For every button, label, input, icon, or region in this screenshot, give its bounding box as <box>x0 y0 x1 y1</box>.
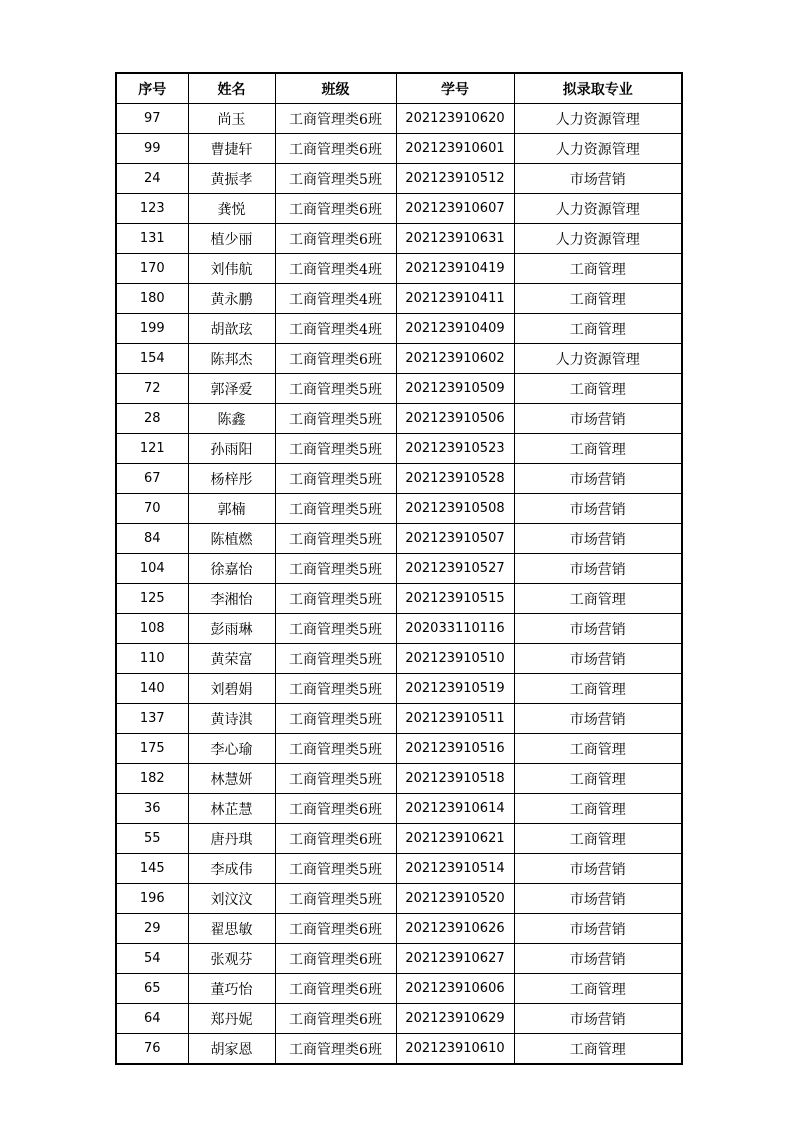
cell-class: 工商管理类6班 <box>275 1004 396 1034</box>
cell-student-id: 202123910411 <box>396 284 514 314</box>
table-row <box>116 824 682 854</box>
cell-name: 胡歆玹 <box>188 314 275 344</box>
cell-serial-number: 125 <box>116 584 188 614</box>
cell-class: 工商管理类6班 <box>275 134 396 164</box>
cell-name: 翟思敏 <box>188 914 275 944</box>
cell-student-id: 202123910627 <box>396 944 514 974</box>
cell-student-id: 202123910614 <box>396 794 514 824</box>
cell-class: 工商管理类5班 <box>275 584 396 614</box>
table-row <box>116 404 682 434</box>
cell-student-id: 202123910507 <box>396 524 514 554</box>
cell-class: 工商管理类5班 <box>275 704 396 734</box>
cell-student-id: 202123910610 <box>396 1034 514 1065</box>
cell-serial-number: 121 <box>116 434 188 464</box>
cell-class: 工商管理类4班 <box>275 254 396 284</box>
cell-serial-number: 104 <box>116 554 188 584</box>
cell-admitted-major: 市场营销 <box>514 914 682 944</box>
cell-class: 工商管理类6班 <box>275 224 396 254</box>
cell-admitted-major: 工商管理 <box>514 674 682 704</box>
cell-admitted-major: 工商管理 <box>514 1034 682 1065</box>
cell-name: 曹捷轩 <box>188 134 275 164</box>
cell-serial-number: 76 <box>116 1034 188 1065</box>
cell-serial-number: 36 <box>116 794 188 824</box>
cell-student-id: 202123910601 <box>396 134 514 164</box>
cell-serial-number: 123 <box>116 194 188 224</box>
table-row <box>116 554 682 584</box>
cell-name: 彭雨琳 <box>188 614 275 644</box>
cell-student-id: 202123910607 <box>396 194 514 224</box>
cell-class: 工商管理类6班 <box>275 104 396 134</box>
header-serial-number: 序号 <box>116 73 188 104</box>
table-row <box>116 464 682 494</box>
cell-admitted-major: 市场营销 <box>514 404 682 434</box>
cell-class: 工商管理类4班 <box>275 284 396 314</box>
cell-admitted-major: 工商管理 <box>514 764 682 794</box>
cell-admitted-major: 工商管理 <box>514 284 682 314</box>
header-name: 姓名 <box>188 73 275 104</box>
cell-student-id: 202123910512 <box>396 164 514 194</box>
cell-admitted-major: 工商管理 <box>514 374 682 404</box>
cell-serial-number: 108 <box>116 614 188 644</box>
cell-serial-number: 99 <box>116 134 188 164</box>
cell-admitted-major: 人力资源管理 <box>514 224 682 254</box>
cell-name: 郭楠 <box>188 494 275 524</box>
table-row <box>116 764 682 794</box>
header-student-id: 学号 <box>396 73 514 104</box>
cell-class: 工商管理类6班 <box>275 1034 396 1065</box>
cell-admitted-major: 人力资源管理 <box>514 344 682 374</box>
cell-serial-number: 29 <box>116 914 188 944</box>
cell-admitted-major: 市场营销 <box>514 494 682 524</box>
cell-name: 黄振孝 <box>188 164 275 194</box>
cell-serial-number: 65 <box>116 974 188 1004</box>
cell-class: 工商管理类6班 <box>275 824 396 854</box>
table-row <box>116 584 682 614</box>
cell-name: 黄永鹏 <box>188 284 275 314</box>
table-row <box>116 224 682 254</box>
cell-student-id: 202123910516 <box>396 734 514 764</box>
cell-class: 工商管理类5班 <box>275 614 396 644</box>
header-class: 班级 <box>275 73 396 104</box>
cell-admitted-major: 工商管理 <box>514 974 682 1004</box>
cell-student-id: 202123910631 <box>396 224 514 254</box>
table-row <box>116 374 682 404</box>
cell-student-id: 202123910528 <box>396 464 514 494</box>
cell-name: 郑丹妮 <box>188 1004 275 1034</box>
cell-class: 工商管理类5班 <box>275 374 396 404</box>
cell-class: 工商管理类5班 <box>275 464 396 494</box>
cell-class: 工商管理类6班 <box>275 344 396 374</box>
cell-student-id: 202123910606 <box>396 974 514 1004</box>
cell-admitted-major: 工商管理 <box>514 254 682 284</box>
cell-name: 李成伟 <box>188 854 275 884</box>
cell-serial-number: 55 <box>116 824 188 854</box>
table-row <box>116 194 682 224</box>
cell-student-id: 202123910508 <box>396 494 514 524</box>
cell-student-id: 202123910527 <box>396 554 514 584</box>
table-row <box>116 164 682 194</box>
cell-class: 工商管理类6班 <box>275 974 396 1004</box>
cell-name: 黄诗淇 <box>188 704 275 734</box>
cell-student-id: 202123910520 <box>396 884 514 914</box>
cell-name: 郭泽爱 <box>188 374 275 404</box>
cell-name: 董巧怡 <box>188 974 275 1004</box>
cell-serial-number: 67 <box>116 464 188 494</box>
table-row <box>116 704 682 734</box>
cell-serial-number: 64 <box>116 1004 188 1034</box>
cell-serial-number: 131 <box>116 224 188 254</box>
cell-name: 杨梓彤 <box>188 464 275 494</box>
cell-student-id: 202123910510 <box>396 644 514 674</box>
cell-student-id: 202123910523 <box>396 434 514 464</box>
cell-student-id: 202033110116 <box>396 614 514 644</box>
cell-name: 龚悦 <box>188 194 275 224</box>
cell-admitted-major: 市场营销 <box>514 1004 682 1034</box>
cell-name: 刘伟航 <box>188 254 275 284</box>
cell-class: 工商管理类5班 <box>275 674 396 704</box>
table-row <box>116 254 682 284</box>
cell-admitted-major: 工商管理 <box>514 824 682 854</box>
cell-admitted-major: 市场营销 <box>514 644 682 674</box>
table-row <box>116 944 682 974</box>
cell-serial-number: 54 <box>116 944 188 974</box>
cell-admitted-major: 人力资源管理 <box>514 104 682 134</box>
cell-student-id: 202123910602 <box>396 344 514 374</box>
cell-class: 工商管理类5班 <box>275 524 396 554</box>
cell-admitted-major: 工商管理 <box>514 314 682 344</box>
table-row <box>116 644 682 674</box>
cell-admitted-major: 市场营销 <box>514 854 682 884</box>
cell-class: 工商管理类6班 <box>275 794 396 824</box>
table-row <box>116 884 682 914</box>
cell-serial-number: 70 <box>116 494 188 524</box>
table-row <box>116 914 682 944</box>
cell-class: 工商管理类5班 <box>275 434 396 464</box>
table-body <box>116 104 682 1065</box>
table-row <box>116 794 682 824</box>
cell-serial-number: 24 <box>116 164 188 194</box>
cell-admitted-major: 人力资源管理 <box>514 194 682 224</box>
cell-name: 李湘怡 <box>188 584 275 614</box>
cell-class: 工商管理类6班 <box>275 914 396 944</box>
table-row <box>116 1034 682 1065</box>
cell-class: 工商管理类5班 <box>275 734 396 764</box>
cell-class: 工商管理类5班 <box>275 164 396 194</box>
table-row <box>116 104 682 134</box>
cell-admitted-major: 市场营销 <box>514 614 682 644</box>
cell-serial-number: 175 <box>116 734 188 764</box>
cell-name: 植少丽 <box>188 224 275 254</box>
cell-admitted-major: 工商管理 <box>514 434 682 464</box>
table-row <box>116 344 682 374</box>
cell-serial-number: 84 <box>116 524 188 554</box>
cell-serial-number: 196 <box>116 884 188 914</box>
cell-serial-number: 182 <box>116 764 188 794</box>
cell-student-id: 202123910518 <box>396 764 514 794</box>
cell-class: 工商管理类5班 <box>275 554 396 584</box>
cell-student-id: 202123910419 <box>396 254 514 284</box>
cell-name: 李心瑜 <box>188 734 275 764</box>
cell-student-id: 202123910620 <box>396 104 514 134</box>
table-row <box>116 854 682 884</box>
cell-serial-number: 140 <box>116 674 188 704</box>
cell-serial-number: 28 <box>116 404 188 434</box>
cell-serial-number: 199 <box>116 314 188 344</box>
cell-admitted-major: 市场营销 <box>514 704 682 734</box>
cell-admitted-major: 市场营销 <box>514 524 682 554</box>
table-row <box>116 974 682 1004</box>
table-row <box>116 284 682 314</box>
cell-serial-number: 137 <box>116 704 188 734</box>
cell-class: 工商管理类6班 <box>275 194 396 224</box>
cell-serial-number: 170 <box>116 254 188 284</box>
cell-admitted-major: 工商管理 <box>514 794 682 824</box>
cell-admitted-major: 市场营销 <box>514 944 682 974</box>
cell-student-id: 202123910626 <box>396 914 514 944</box>
cell-name: 林芷慧 <box>188 794 275 824</box>
cell-name: 张观芬 <box>188 944 275 974</box>
cell-name: 陈植燃 <box>188 524 275 554</box>
cell-serial-number: 154 <box>116 344 188 374</box>
cell-student-id: 202123910511 <box>396 704 514 734</box>
cell-admitted-major: 市场营销 <box>514 884 682 914</box>
cell-admitted-major: 市场营销 <box>514 164 682 194</box>
table-row <box>116 734 682 764</box>
admission-table <box>115 72 683 1065</box>
cell-student-id: 202123910509 <box>396 374 514 404</box>
cell-serial-number: 180 <box>116 284 188 314</box>
cell-student-id: 202123910515 <box>396 584 514 614</box>
cell-name: 刘碧娟 <box>188 674 275 704</box>
cell-student-id: 202123910621 <box>396 824 514 854</box>
table-row <box>116 524 682 554</box>
cell-class: 工商管理类5班 <box>275 884 396 914</box>
cell-name: 唐丹琪 <box>188 824 275 854</box>
table-row <box>116 674 682 704</box>
table-row <box>116 134 682 164</box>
cell-class: 工商管理类5班 <box>275 764 396 794</box>
cell-admitted-major: 工商管理 <box>514 734 682 764</box>
cell-admitted-major: 市场营销 <box>514 554 682 584</box>
cell-name: 孙雨阳 <box>188 434 275 464</box>
cell-name: 林慧妍 <box>188 764 275 794</box>
table-row <box>116 314 682 344</box>
cell-name: 刘汶汶 <box>188 884 275 914</box>
cell-class: 工商管理类5班 <box>275 404 396 434</box>
table-row <box>116 1004 682 1034</box>
cell-admitted-major: 市场营销 <box>514 464 682 494</box>
cell-admitted-major: 工商管理 <box>514 584 682 614</box>
cell-name: 胡家恩 <box>188 1034 275 1065</box>
cell-admitted-major: 人力资源管理 <box>514 134 682 164</box>
cell-name: 陈邦杰 <box>188 344 275 374</box>
cell-class: 工商管理类5班 <box>275 494 396 524</box>
table-row <box>116 434 682 464</box>
admission-table-sheet <box>115 72 683 1065</box>
cell-student-id: 202123910506 <box>396 404 514 434</box>
cell-student-id: 202123910409 <box>396 314 514 344</box>
cell-name: 徐嘉怡 <box>188 554 275 584</box>
cell-serial-number: 145 <box>116 854 188 884</box>
cell-serial-number: 97 <box>116 104 188 134</box>
table-header-row <box>116 73 682 104</box>
cell-serial-number: 72 <box>116 374 188 404</box>
cell-serial-number: 110 <box>116 644 188 674</box>
cell-student-id: 202123910514 <box>396 854 514 884</box>
table-row <box>116 614 682 644</box>
cell-class: 工商管理类5班 <box>275 644 396 674</box>
cell-name: 尚玉 <box>188 104 275 134</box>
cell-student-id: 202123910519 <box>396 674 514 704</box>
header-admitted-major: 拟录取专业 <box>514 73 682 104</box>
cell-class: 工商管理类5班 <box>275 854 396 884</box>
cell-name: 黄荣富 <box>188 644 275 674</box>
cell-name: 陈鑫 <box>188 404 275 434</box>
cell-student-id: 202123910629 <box>396 1004 514 1034</box>
table-row <box>116 494 682 524</box>
cell-class: 工商管理类6班 <box>275 944 396 974</box>
cell-class: 工商管理类4班 <box>275 314 396 344</box>
